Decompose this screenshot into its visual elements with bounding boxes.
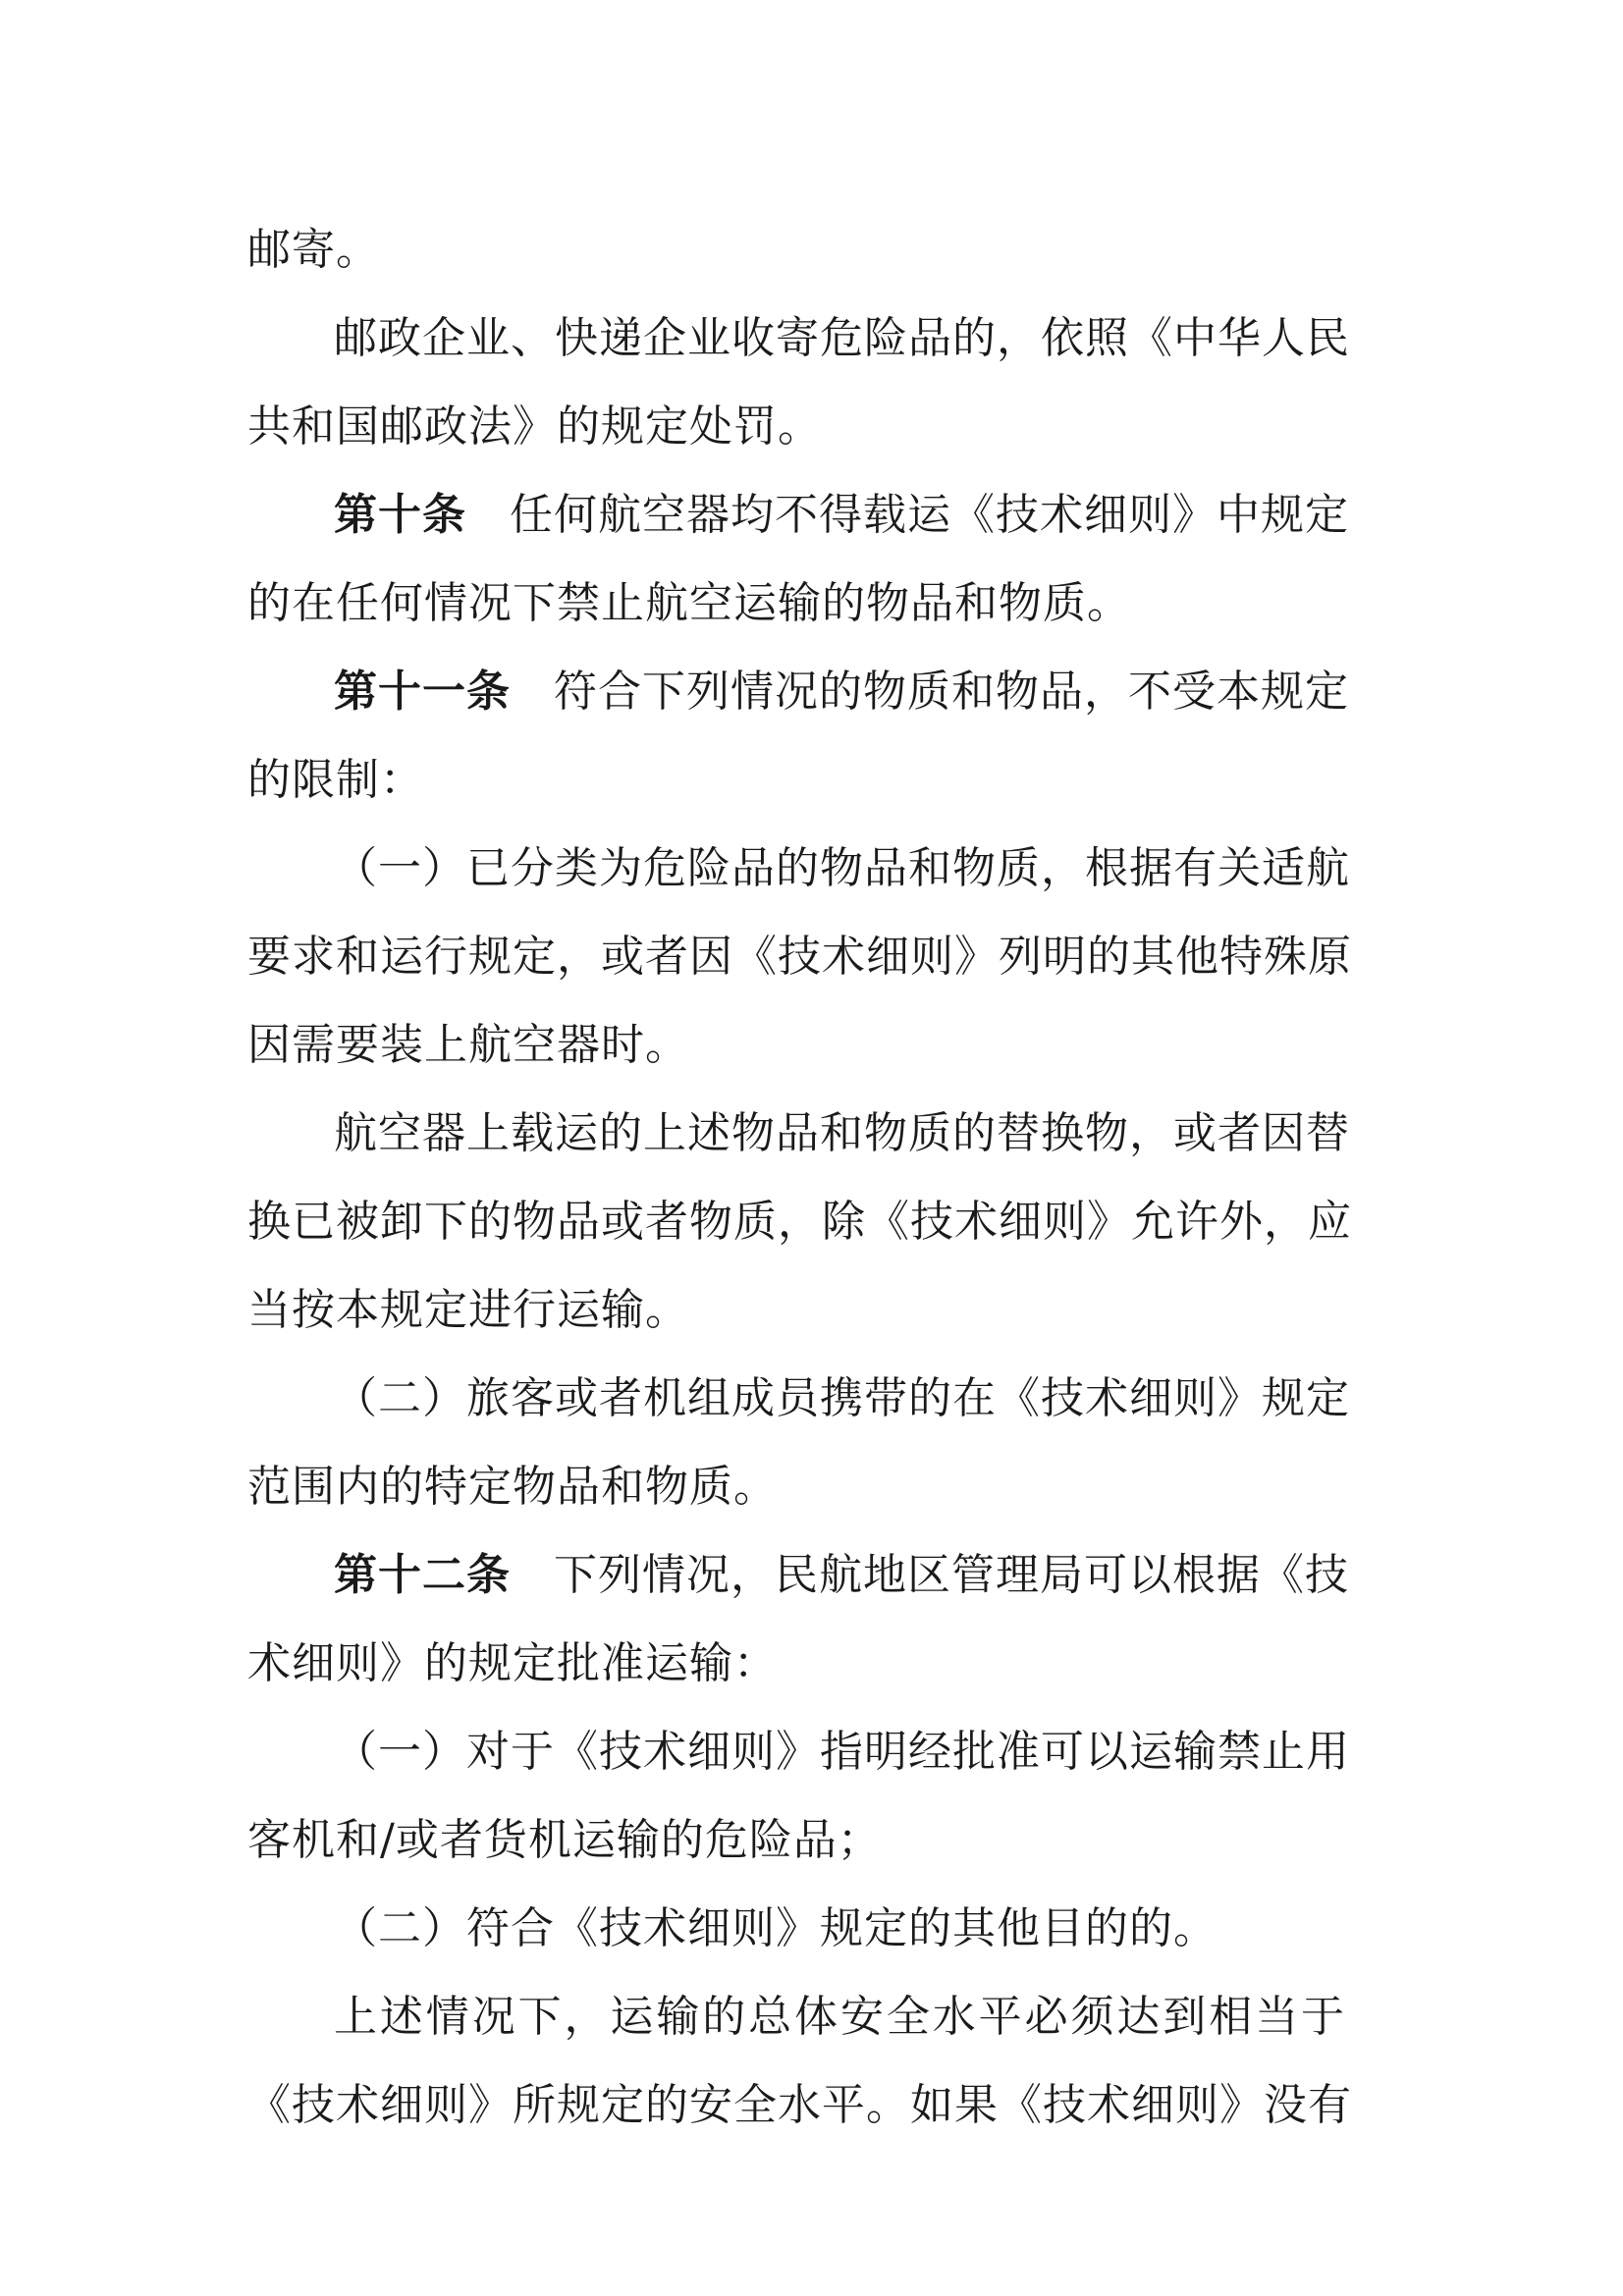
paragraph-p3 bbox=[247, 471, 1349, 648]
text-line bbox=[247, 1885, 1345, 1973]
paragraph-p5 bbox=[247, 825, 1352, 1090]
text-line bbox=[247, 1796, 1345, 1885]
text-line bbox=[247, 383, 1345, 471]
paragraph-p4 bbox=[247, 648, 1349, 825]
line-text: 符合下列情况的物质和物品，不受本规定 bbox=[554, 667, 1349, 717]
line-text: 范围内的特定物品和物质。 bbox=[247, 1462, 778, 1512]
line-text: 要求和运行规定，或者因《技术细则》列明的其他特殊原 bbox=[247, 932, 1352, 982]
line-text: （二）符合《技术细则》规定的其他目的的。 bbox=[334, 1903, 1217, 1953]
line-text: （一）已分类为危险品的物品和物质，根据有关适航 bbox=[334, 843, 1350, 893]
line-text: 共和国邮政法》的规定处罚。 bbox=[247, 401, 822, 452]
text-line bbox=[247, 1620, 1345, 1708]
text-line bbox=[247, 648, 1349, 736]
text-line bbox=[247, 560, 1345, 648]
line-text: 《技术细则》所规定的安全水平。如果《技术细则》没有 bbox=[247, 2080, 1352, 2130]
paragraph-p9 bbox=[247, 1708, 1350, 1885]
line-text: 邮政企业、快递企业收寄危险品的，依照《中华人民 bbox=[334, 313, 1350, 363]
text-line bbox=[247, 1443, 1345, 1531]
line-text: 换已被卸下的物品或者物质，除《技术细则》允许外，应 bbox=[247, 1197, 1352, 1247]
paragraph-p10 bbox=[247, 1885, 1345, 1973]
text-line bbox=[247, 1001, 1345, 1090]
text-line bbox=[247, 1531, 1349, 1620]
line-text: 术细则》的规定批准运输： bbox=[247, 1638, 778, 1688]
line-text: 任何航空器均不得载运《技术细则》中规定 bbox=[510, 490, 1349, 540]
text-line bbox=[247, 206, 1345, 294]
line-text: 邮寄。 bbox=[247, 225, 380, 275]
line-text: 下列情况，民航地区管理局可以根据《技 bbox=[554, 1550, 1349, 1600]
text-line bbox=[247, 825, 1350, 913]
line-text: （一）对于《技术细则》指明经批准可以运输禁止用 bbox=[334, 1727, 1350, 1777]
line-text: 航空器上载运的上述物品和物质的替换物，或者因替 bbox=[334, 1108, 1350, 1158]
text-line bbox=[247, 1178, 1352, 1266]
text-line bbox=[247, 294, 1350, 383]
text-line bbox=[247, 1708, 1350, 1796]
paragraph-p7 bbox=[247, 1355, 1350, 1531]
text-line bbox=[247, 1973, 1345, 2061]
document-body bbox=[247, 206, 1352, 2150]
text-line bbox=[247, 1266, 1345, 1355]
line-text: 上述情况下，运输的总体安全水平必须达到相当于 bbox=[334, 1992, 1345, 2042]
article-title: 第十一条 bbox=[334, 667, 511, 717]
article-title: 第十条 bbox=[334, 490, 466, 540]
text-line bbox=[247, 2061, 1352, 2150]
text-line bbox=[247, 913, 1352, 1001]
text-line bbox=[247, 1355, 1350, 1443]
text-line bbox=[247, 1090, 1350, 1178]
text-line bbox=[247, 471, 1349, 560]
paragraph-p8 bbox=[247, 1531, 1349, 1708]
paragraph-p1 bbox=[247, 206, 1345, 294]
paragraph-p6 bbox=[247, 1090, 1352, 1355]
line-text: 因需要装上航空器时。 bbox=[247, 1020, 689, 1070]
paragraph-p2 bbox=[247, 294, 1350, 471]
paragraph-p11 bbox=[247, 1973, 1352, 2150]
text-line bbox=[247, 736, 1345, 825]
line-text: 客机和/或者货机运输的危险品； bbox=[247, 1815, 882, 1865]
article-title: 第十二条 bbox=[334, 1550, 511, 1600]
line-text: 的在任何情况下禁止航空运输的物品和物质。 bbox=[247, 578, 1131, 628]
line-text: 的限制： bbox=[247, 755, 424, 805]
line-text: 当按本规定进行运输。 bbox=[247, 1285, 689, 1335]
line-text: （二）旅客或者机组成员携带的在《技术细则》规定 bbox=[334, 1373, 1350, 1423]
